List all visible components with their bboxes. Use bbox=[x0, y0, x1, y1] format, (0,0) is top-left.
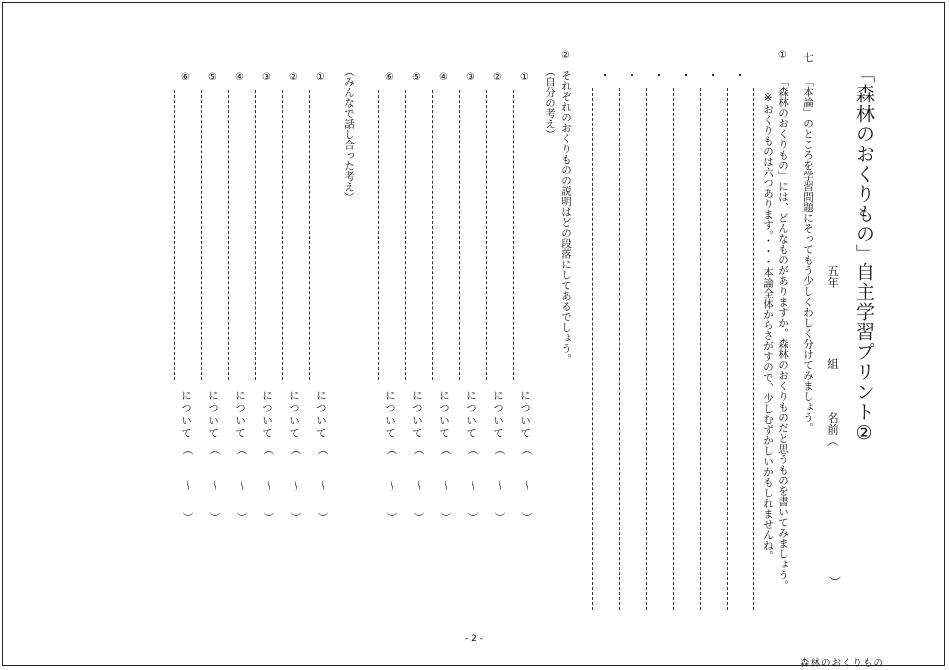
row-marker: ③ bbox=[261, 72, 272, 83]
paren-open: （ bbox=[385, 444, 398, 455]
name-close: ） bbox=[828, 576, 842, 588]
paren-close: ） bbox=[235, 512, 248, 523]
nitsuite-label: について bbox=[411, 390, 423, 440]
nitsuite-label: について bbox=[492, 390, 504, 440]
paren-close: ） bbox=[439, 512, 452, 523]
line-bullet bbox=[712, 74, 714, 76]
answer-line[interactable] bbox=[673, 88, 674, 610]
range-tilde: ～ bbox=[439, 480, 452, 491]
range-tilde: ～ bbox=[235, 480, 248, 491]
paren-open: （ bbox=[520, 444, 533, 455]
paren-open: （ bbox=[235, 444, 248, 455]
answer-line[interactable] bbox=[405, 90, 406, 380]
line-bullet bbox=[739, 74, 741, 76]
question-1-note: ※おくりものは六つあります。・・・本論全体からさがすので、少しむずかしいかもしれませんね。 bbox=[762, 92, 774, 561]
range-tilde: ～ bbox=[520, 480, 533, 491]
paren-open: （ bbox=[466, 444, 479, 455]
nitsuite-label: について bbox=[180, 390, 192, 440]
question-1-marker: ① bbox=[777, 50, 788, 61]
paren-open: （ bbox=[262, 444, 275, 455]
range-tilde: ～ bbox=[262, 480, 275, 491]
answer-line[interactable] bbox=[459, 90, 460, 380]
row-marker: ① bbox=[315, 72, 326, 83]
paren-open: （ bbox=[316, 444, 329, 455]
paren-open: （ bbox=[493, 444, 506, 455]
paren-close: ） bbox=[385, 512, 398, 523]
answer-line[interactable] bbox=[513, 90, 514, 380]
range-tilde: ～ bbox=[208, 480, 221, 491]
paren-close: ） bbox=[466, 512, 479, 523]
answer-line[interactable] bbox=[753, 88, 754, 610]
question-2-text: それぞれのおくりものの説明はどの段落にしてあるでしょう。 bbox=[560, 70, 572, 364]
paren-open: （ bbox=[181, 444, 194, 455]
nitsuite-label: について bbox=[234, 390, 246, 440]
range-tilde: ～ bbox=[466, 480, 479, 491]
range-tilde: ～ bbox=[181, 480, 194, 491]
range-tilde: ～ bbox=[289, 480, 302, 491]
own-opinion-label: （自分の考え） bbox=[544, 66, 556, 140]
row-marker: ⑤ bbox=[207, 72, 218, 83]
paren-close: ） bbox=[181, 512, 194, 523]
range-tilde: ～ bbox=[316, 480, 329, 491]
running-title: 森林のおくりもの bbox=[800, 658, 885, 669]
nitsuite-label: について bbox=[438, 390, 450, 440]
nitsuite-label: について bbox=[519, 390, 531, 440]
paren-close: ） bbox=[412, 512, 425, 523]
answer-line[interactable] bbox=[646, 88, 647, 610]
nitsuite-label: について bbox=[261, 390, 273, 440]
line-bullet bbox=[604, 74, 606, 76]
answer-line[interactable] bbox=[432, 90, 433, 380]
row-marker: ④ bbox=[438, 72, 449, 83]
range-tilde: ～ bbox=[412, 480, 425, 491]
answer-line[interactable] bbox=[592, 88, 593, 610]
page-number: - 2 - bbox=[465, 634, 483, 644]
row-marker: ② bbox=[492, 72, 503, 83]
paren-close: ） bbox=[493, 512, 506, 523]
paren-open: （ bbox=[439, 444, 452, 455]
paren-open: （ bbox=[208, 444, 221, 455]
answer-line[interactable] bbox=[228, 90, 229, 380]
section-instruction: 「本論」のところを学習問題にそってもう少しくわしく分けてみましょう。 bbox=[802, 76, 814, 433]
paren-close: ） bbox=[289, 512, 302, 523]
worksheet-subtitle: 自主学習プリント② bbox=[853, 262, 875, 445]
nitsuite-label: について bbox=[288, 390, 300, 440]
row-marker: ④ bbox=[234, 72, 245, 83]
grade-label: 五年 bbox=[826, 265, 840, 288]
answer-line[interactable] bbox=[619, 88, 620, 610]
row-marker: ⑥ bbox=[180, 72, 191, 83]
nitsuite-label: について bbox=[207, 390, 219, 440]
answer-line[interactable] bbox=[201, 90, 202, 380]
section-number: 七 bbox=[802, 52, 814, 63]
paren-open: （ bbox=[412, 444, 425, 455]
answer-line[interactable] bbox=[727, 88, 728, 610]
paren-open: （ bbox=[289, 444, 302, 455]
line-bullet bbox=[685, 74, 687, 76]
answer-line[interactable] bbox=[700, 88, 701, 610]
line-bullet bbox=[631, 74, 633, 76]
answer-line[interactable] bbox=[486, 90, 487, 380]
range-tilde: ～ bbox=[493, 480, 506, 491]
class-label: 組 bbox=[826, 358, 840, 370]
nitsuite-label: について bbox=[465, 390, 477, 440]
answer-line[interactable] bbox=[255, 90, 256, 380]
paren-close: ） bbox=[208, 512, 221, 523]
worksheet-title: 「森林のおくりもの」 bbox=[853, 64, 875, 264]
paren-close: ） bbox=[262, 512, 275, 523]
nitsuite-label: について bbox=[384, 390, 396, 440]
group-opinion-label: （みんなで話し合った考え） bbox=[343, 66, 355, 203]
row-marker: ① bbox=[519, 72, 530, 83]
answer-line[interactable] bbox=[309, 90, 310, 380]
row-marker: ② bbox=[288, 72, 299, 83]
question-1-text: 「森林のおくりもの」には、どんなものがありますか。森林のおくりものだと思うものを書いてみましょう。 bbox=[777, 76, 789, 591]
row-marker: ⑤ bbox=[411, 72, 422, 83]
name-label: 名前（ bbox=[826, 412, 840, 447]
answer-line[interactable] bbox=[282, 90, 283, 380]
paren-close: ） bbox=[520, 512, 533, 523]
nitsuite-label: について bbox=[315, 390, 327, 440]
range-tilde: ～ bbox=[385, 480, 398, 491]
row-marker: ⑥ bbox=[384, 72, 395, 83]
answer-line[interactable] bbox=[378, 90, 379, 380]
line-bullet bbox=[658, 74, 660, 76]
answer-line[interactable] bbox=[174, 90, 175, 380]
row-marker: ③ bbox=[465, 72, 476, 83]
question-2-marker: ② bbox=[560, 50, 571, 61]
paren-close: ） bbox=[316, 512, 329, 523]
